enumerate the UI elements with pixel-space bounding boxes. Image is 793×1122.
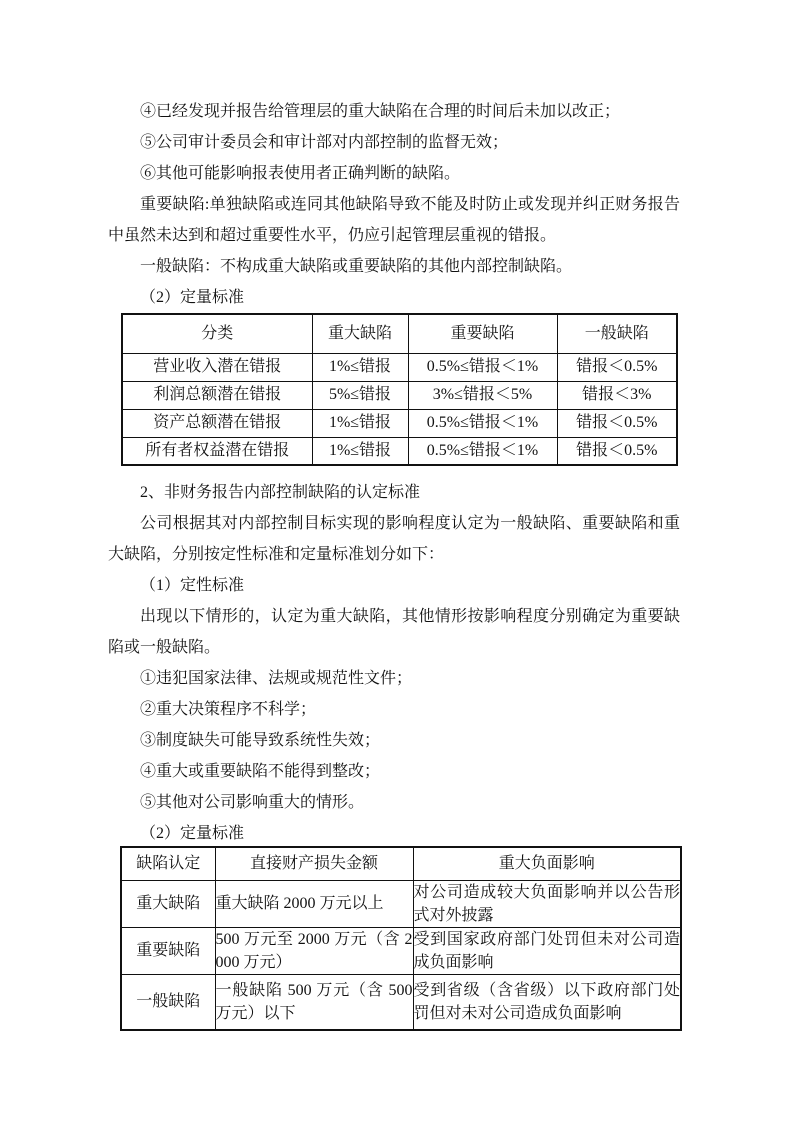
heading-qualitative-standard: （1）定性标准 [140,577,245,594]
paragraph-important-deficiency-definition: 重要缺陷:单独缺陷或连同其他缺陷导致不能及时防止或发现并纠正财务报告中虽然未达到和超过重要性水平，仍应引起管理层重视的错报。 [108,196,680,244]
table-cell: 一般缺陷 500 万元（含 500 万元）以下 [215,974,413,1030]
table-cell: 受到省级（含省级）以下政府部门处罚但对未对公司造成负面影响 [413,974,681,1030]
table-header-row [121,847,681,880]
table-header-cell: 重大缺陷 [312,314,408,353]
table-header-cell: 分类 [122,314,312,353]
financial-quantitative-standard-table [121,313,678,466]
table-cell: 0.5%≤错报＜1% [408,437,557,465]
table-cell: 资产总额潜在错报 [122,409,312,437]
paragraph-general-deficiency-definition: 一般缺陷：不构成重大缺陷或重要缺陷的其他内部控制缺陷。 [140,258,573,275]
table-row [121,927,681,974]
table-cell: 利润总额潜在错报 [122,381,312,409]
table-cell: 5%≤错报 [312,381,408,409]
paragraph-item-circled-4b: ④重大或重要缺陷不能得到整改； [140,763,381,780]
table-cell: 1%≤错报 [312,353,408,381]
table-row [122,409,677,437]
table-cell: 重要缺陷 [121,927,215,974]
paragraph-qualitative-intro: 出现以下情形的，认定为重大缺陷，其他情形按影响程度分别确定为重要缺陷或一般缺陷。 [108,608,680,656]
paragraph-item-circled-1: ①违犯国家法律、法规或规范性文件； [140,670,413,687]
table-cell: 重大缺陷 [121,880,215,927]
table-header-cell: 重要缺陷 [408,314,557,353]
table-cell: 1%≤错报 [312,437,408,465]
table-cell: 重大缺陷 2000 万元以上 [215,880,413,927]
table-cell: 3%≤错报＜5% [408,381,557,409]
heading-nonfinancial-standard: 2、非财务报告内部控制缺陷的认定标准 [140,484,421,501]
paragraph-item-circled-4: ④已经发现并报告给管理层的重大缺陷在合理的时间后未加以改正； [140,103,621,120]
table-cell: 受到国家政府部门处罚但未对公司造成负面影响 [413,927,681,974]
table-cell: 0.5%≤错报＜1% [408,409,557,437]
table-cell: 错报＜0.5% [557,437,677,465]
table-header-cell: 重大负面影响 [413,847,681,880]
table-row [122,381,677,409]
paragraph-item-circled-5b: ⑤其他对公司影响重大的情形。 [140,794,365,811]
table-cell: 一般缺陷 [121,974,215,1030]
paragraph-item-circled-2: ②重大决策程序不科学； [140,701,317,718]
paragraph-item-circled-5: ⑤公司审计委员会和审计部对内部控制的监督无效； [140,134,509,151]
table-cell: 错报＜0.5% [557,409,677,437]
paragraph-classification-basis: 公司根据其对内部控制目标实现的影响程度认定为一般缺陷、重要缺陷和重大缺陷，分别按定性标准和定量标准划分如下： [108,515,680,563]
table-cell: 对公司造成较大负面影响并以公告形式对外披露 [413,880,681,927]
heading-quantitative-standard-2: （2）定量标准 [140,825,245,842]
paragraph-item-circled-6: ⑥其他可能影响报表使用者正确判断的缺陷。 [140,165,461,182]
table-cell: 营业收入潜在错报 [122,353,312,381]
table-cell: 1%≤错报 [312,409,408,437]
table-header-row [122,314,677,353]
table-row [121,880,681,927]
table-header-cell: 缺陷认定 [121,847,215,880]
paragraph-item-circled-3: ③制度缺失可能导致系统性失效； [140,732,381,749]
table-row [121,974,681,1030]
document-body [108,96,680,1031]
table-cell: 0.5%≤错报＜1% [408,353,557,381]
table-header-cell: 直接财产损失金额 [215,847,413,880]
nonfinancial-quantitative-standard-table [120,846,682,1031]
table-cell: 错报＜0.5% [557,353,677,381]
table-cell: 500 万元至 2000 万元（含 2000 万元） [215,927,413,974]
table-row [122,437,677,465]
table-cell: 错报＜3% [557,381,677,409]
heading-quantitative-standard-1: （2）定量标准 [140,289,245,306]
table-row [122,353,677,381]
table-cell: 所有者权益潜在错报 [122,437,312,465]
table-header-cell: 一般缺陷 [557,314,677,353]
